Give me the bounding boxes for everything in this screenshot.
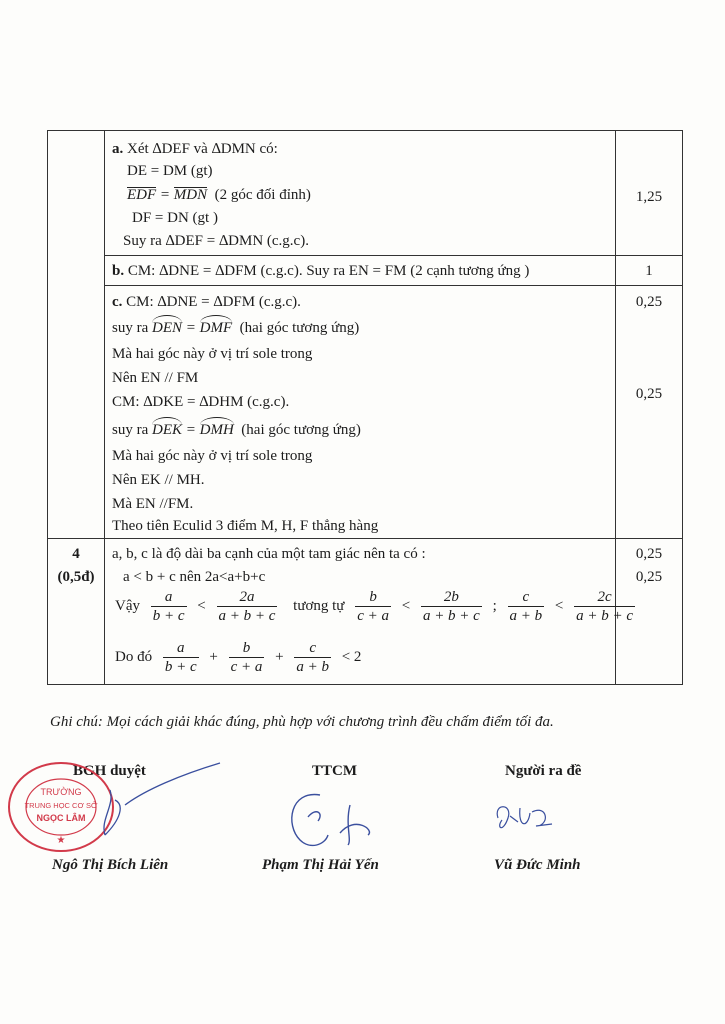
fraction-a-over-bc-2: $\frac{a}{b + c}$ bbox=[164, 640, 197, 675]
fraction-b-over-ca: $\frac{b}{c + a}$ bbox=[357, 589, 389, 624]
seal-line-1: TRƯỜNG bbox=[40, 787, 82, 797]
grading-note: Ghi chú: Mọi cách giải khác đúng, phù hợp với chương trình đều chấm điểm tối đa. bbox=[50, 714, 554, 730]
fraction-2c-over-sum: $\frac{2c}{a + b + c}$ bbox=[576, 589, 634, 624]
part-a-line-3: EDF = MDN (2 góc đối đỉnh) bbox=[127, 187, 311, 203]
answer-table bbox=[47, 130, 683, 685]
fraction-b-over-ca-2: $\frac{b}{c + a}$ bbox=[230, 640, 263, 675]
col-divider-question bbox=[104, 131, 105, 684]
part-a-line-5: Suy ra ∆DEF = ∆DMN (c.g.c). bbox=[123, 233, 309, 249]
principal-signature bbox=[50, 760, 225, 840]
signature-title-principal: BGH duyệt bbox=[73, 763, 146, 779]
part-c-score-1: 0,25 bbox=[635, 294, 663, 310]
author-signature bbox=[488, 798, 558, 838]
row-divider-bc bbox=[104, 285, 682, 286]
q4-score-1: 0,25 bbox=[635, 546, 663, 562]
q4-line-2: a < b + c nên 2a<a+b+c bbox=[123, 569, 266, 585]
part-c-line-10: Theo tiên Eculid 3 điểm M, H, F thẳng hàng bbox=[112, 518, 379, 534]
q4-number: 4 bbox=[72, 546, 80, 562]
part-c-line-8: Nên EK // MH. bbox=[112, 472, 205, 488]
part-c-line-1: c. CM: ∆DNE = ∆DFM (c.g.c). bbox=[112, 294, 301, 310]
part-a-line-2: DE = DM (gt) bbox=[127, 163, 213, 179]
part-c-line-2: suy ra DEN = DMF (hai góc tương ứng) bbox=[112, 320, 360, 336]
q4-dodo-line: Do đó $\frac{a}{b + c}$ + $\frac{b}{c + a}$ + $\frac{c}{a + b}$ < 2 bbox=[115, 640, 362, 675]
part-b-line: b. CM: ∆DNE = ∆DFM (c.g.c). Suy ra EN = FM (2 cạnh tương ứng ) bbox=[112, 263, 530, 279]
row-divider-ab bbox=[104, 255, 682, 256]
q4-score-2: 0,25 bbox=[635, 569, 663, 585]
part-c-score-2: 0,25 bbox=[635, 386, 663, 402]
part-c-line-6: suy ra DEK = DMH (hai góc tương ứng) bbox=[112, 422, 361, 438]
part-c-line-4: Nên EN // FM bbox=[112, 370, 199, 386]
part-b-score: 1 bbox=[645, 263, 653, 279]
q4-vay-line: Vậy $\frac{a}{b + c}$ < $\frac{2a}{a + b + c}$ tương tự $\frac{b}{c + a}$ < $\frac{2b}{a + b + c}$ ; $\frac{c}{a + b}$ < $\frac{2c}{a + b + c}$ bbox=[115, 589, 634, 624]
part-c-line-3: Mà hai góc này ở vị trí sole trong bbox=[112, 346, 313, 362]
seal-star-icon: ★ bbox=[56, 835, 66, 846]
signature-title-author: Người ra đề bbox=[505, 763, 582, 779]
part-c-line-5: CM: ∆DKE = ∆DHM (c.g.c). bbox=[112, 394, 290, 410]
q4-points: (0,5đ) bbox=[57, 569, 95, 585]
signature-name-principal: Ngô Thị Bích Liên bbox=[52, 857, 169, 873]
ttcm-signature bbox=[280, 785, 390, 860]
fraction-c-over-ab: $\frac{c}{a + b}$ bbox=[509, 589, 543, 624]
part-c-line-9: Mà EN //FM. bbox=[112, 496, 194, 512]
fraction-2a-over-sum: $\frac{2a}{a + b + c}$ bbox=[218, 589, 276, 624]
row-divider-q4 bbox=[48, 538, 682, 539]
fraction-2b-over-sum: $\frac{2b}{a + b + c}$ bbox=[422, 589, 480, 624]
part-a-line-1: a. Xét ∆DEF và ∆DMN có: bbox=[112, 141, 278, 157]
seal-line-3: NGỌC LÂM bbox=[36, 813, 86, 823]
fraction-c-over-ab-2: $\frac{c}{a + b}$ bbox=[296, 640, 329, 675]
fraction-a-over-bc: $\frac{a}{b + c}$ bbox=[152, 589, 185, 624]
seal-line-2: TRUNG HỌC CƠ SỞ bbox=[24, 801, 98, 810]
part-c-line-7: Mà hai góc này ở vị trí sole trong bbox=[112, 448, 313, 464]
part-a-line-4: DF = DN (gt ) bbox=[132, 210, 218, 226]
part-a-score: 1,25 bbox=[635, 189, 663, 205]
q4-line-1: a, b, c là độ dài ba cạnh của một tam giác nên ta có : bbox=[112, 546, 426, 562]
signature-name-ttcm: Phạm Thị Hải Yến bbox=[262, 857, 379, 873]
signature-name-author: Vũ Đức Minh bbox=[494, 857, 581, 873]
signature-title-ttcm: TTCM bbox=[312, 763, 357, 779]
